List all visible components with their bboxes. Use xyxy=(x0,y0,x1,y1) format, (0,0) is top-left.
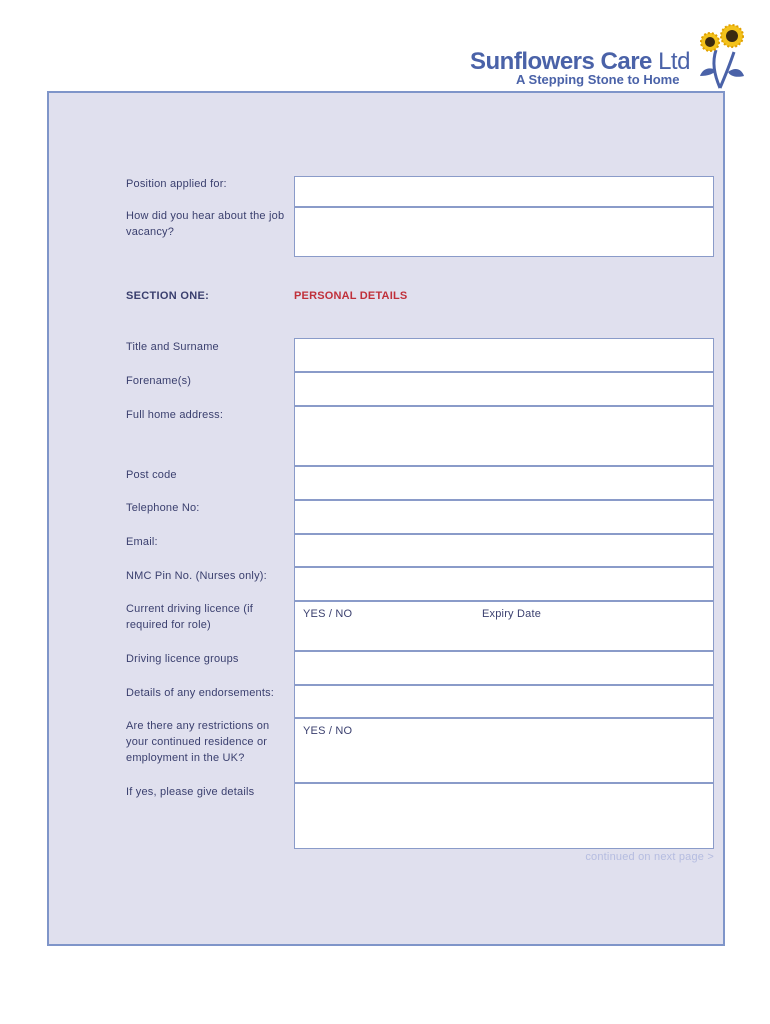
forenames-label: Forename(s) xyxy=(126,375,192,387)
driving-licence-input[interactable] xyxy=(294,601,714,651)
vacancy-source-label: How did you hear about the job vacancy? xyxy=(126,210,285,238)
email-label: Email: xyxy=(126,536,158,548)
endorsements-input[interactable] xyxy=(294,685,714,718)
driving-licence-label: Current driving licence (if required for role) xyxy=(126,603,254,631)
restrictions-details-label: If yes, please give details xyxy=(126,786,255,798)
home-address-input[interactable] xyxy=(294,406,714,466)
email-input[interactable] xyxy=(294,534,714,567)
sunflower-icon xyxy=(690,22,746,92)
vacancy-source-input[interactable] xyxy=(294,207,714,257)
restrictions-details-input[interactable] xyxy=(294,783,714,849)
home-address-label: Full home address: xyxy=(126,409,224,421)
logo-tagline: A Stepping Stone to Home xyxy=(516,72,680,87)
forenames-input[interactable] xyxy=(294,372,714,406)
telephone-label: Telephone No: xyxy=(126,502,200,514)
company-logo xyxy=(468,22,748,94)
position-applied-input[interactable] xyxy=(294,176,714,207)
section-one-label: SECTION ONE: xyxy=(126,290,210,302)
uk-restrictions-input[interactable] xyxy=(294,718,714,783)
telephone-input[interactable] xyxy=(294,500,714,534)
postcode-label: Post code xyxy=(126,469,177,481)
nmc-pin-input[interactable] xyxy=(294,567,714,601)
uk-restrictions-yes-no[interactable]: YES / NO xyxy=(303,725,353,737)
endorsements-label: Details of any endorsements: xyxy=(126,687,275,699)
position-applied-label: Position applied for: xyxy=(126,178,227,190)
licence-groups-label: Driving licence groups xyxy=(126,653,239,665)
personal-details-heading: PERSONAL DETAILS xyxy=(294,290,408,302)
expiry-date-label: Expiry Date xyxy=(482,608,542,620)
postcode-input[interactable] xyxy=(294,466,714,500)
continued-next-page: continued on next page > xyxy=(585,851,714,863)
licence-groups-input[interactable] xyxy=(294,651,714,685)
logo-company-name: Sunflowers Care Ltd xyxy=(470,48,690,75)
title-surname-input[interactable] xyxy=(294,338,714,372)
title-surname-label: Title and Surname xyxy=(126,341,219,353)
nmc-pin-label: NMC Pin No. (Nurses only): xyxy=(126,570,267,582)
driving-licence-yes-no[interactable]: YES / NO xyxy=(303,608,353,620)
uk-restrictions-label: Are there any restrictions on your continued residence or employment in the UK? xyxy=(126,720,270,764)
